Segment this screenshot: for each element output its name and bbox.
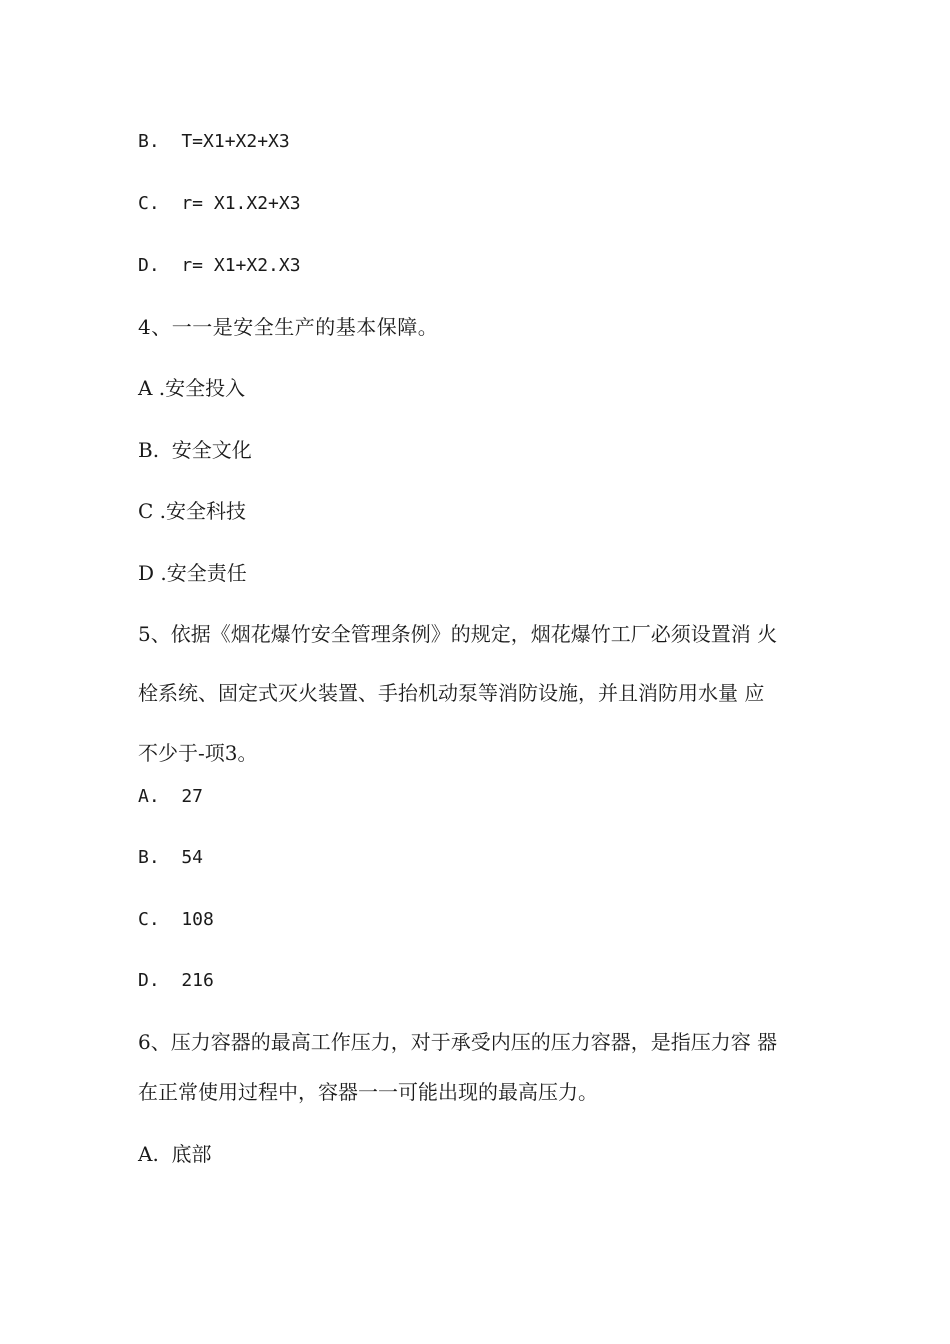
q5-option-a: A. 27 [138,786,204,807]
q5-question-line1: 5、依据《烟花爆竹安全管理条例》的规定，烟花爆竹工厂必须设置消 火 [138,622,778,646]
q6-question-line2: 在正常使用过程中，容器一一可能出现的最高压力。 [138,1080,598,1104]
q4-option-d: D .安全责任 [138,561,247,585]
q6-option-a: A. 底部 [138,1142,212,1166]
q5-question-line2: 栓系统、固定式灭火装置、手抬机动泵等消防设施，并且消防用水量 应 [138,681,765,705]
q3-option-c: C. r= X1.X2+X3 [138,193,301,214]
q5-option-b: B. 54 [138,847,204,868]
q3-option-d: D. r= X1+X2.X3 [138,255,301,276]
q4-option-a: A .安全投入 [138,376,246,400]
q5-question-line3: 不少于-项3。 [138,741,258,765]
q3-option-b: B. T=X1+X2+X3 [138,131,290,152]
q4-question: 4、一一是安全生产的基本保障。 [138,315,439,339]
q5-option-c: C. 108 [138,909,214,930]
q4-option-b: B. 安全文化 [138,438,252,462]
q5-option-d: D. 216 [138,970,214,991]
q4-option-c: C .安全科技 [138,499,247,523]
q6-question-line1: 6、压力容器的最高工作压力，对于承受内压的压力容器，是指压力容 器 [138,1030,778,1054]
